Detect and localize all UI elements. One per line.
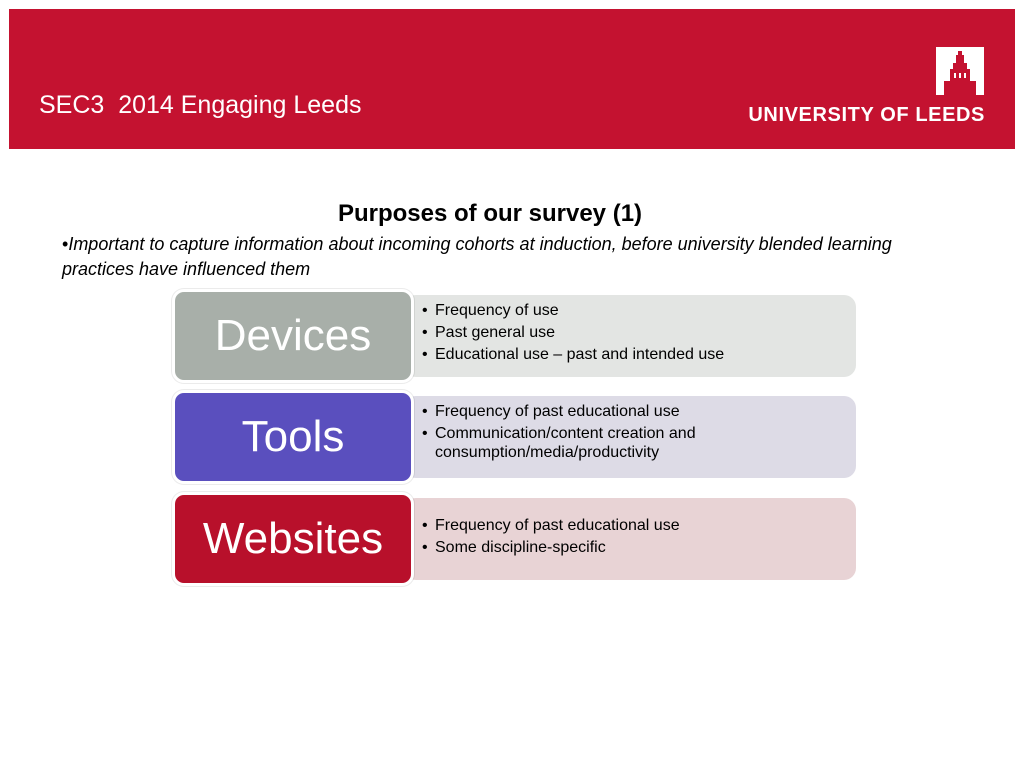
devices-detail-panel: [404, 295, 856, 377]
category-row-tools: [172, 390, 856, 484]
tools-detail-panel: [404, 396, 856, 478]
websites-detail-list: [422, 516, 846, 557]
list-item: • Communication/content creation and consumption/media/productivity: [422, 424, 846, 462]
category-devices: Devices: [172, 289, 414, 383]
list-item: • Past general use: [422, 323, 846, 342]
category-websites: Websites: [172, 492, 414, 586]
category-row-websites: [172, 492, 856, 586]
category-row-devices: [172, 289, 856, 383]
list-item: • Educational use – past and intended use: [422, 345, 846, 364]
intro-paragraph: [62, 232, 942, 282]
intro-text: Important to capture information about incoming cohorts at induction, before university blended learning practices have influenced them: [62, 234, 892, 279]
list-item: • Frequency of use: [422, 301, 846, 320]
slide-heading: Purposes of our survey (1): [337, 200, 643, 227]
list-item: • Some discipline-specific: [422, 538, 846, 557]
intro-bullet: •: [62, 234, 69, 254]
websites-detail-panel: [404, 498, 856, 580]
presentation-title: SEC3 2014 Engaging Leeds: [39, 91, 362, 119]
header-banner: [9, 9, 1015, 149]
tools-detail-list: [422, 402, 846, 462]
category-tools: Tools: [172, 390, 414, 484]
university-logo-text: UNIVERSITY OF LEEDS: [748, 104, 985, 126]
list-item: • Frequency of past educational use: [422, 516, 846, 535]
list-item: • Frequency of past educational use: [422, 402, 846, 421]
university-crest-icon: [936, 47, 984, 95]
devices-detail-list: [422, 301, 846, 364]
